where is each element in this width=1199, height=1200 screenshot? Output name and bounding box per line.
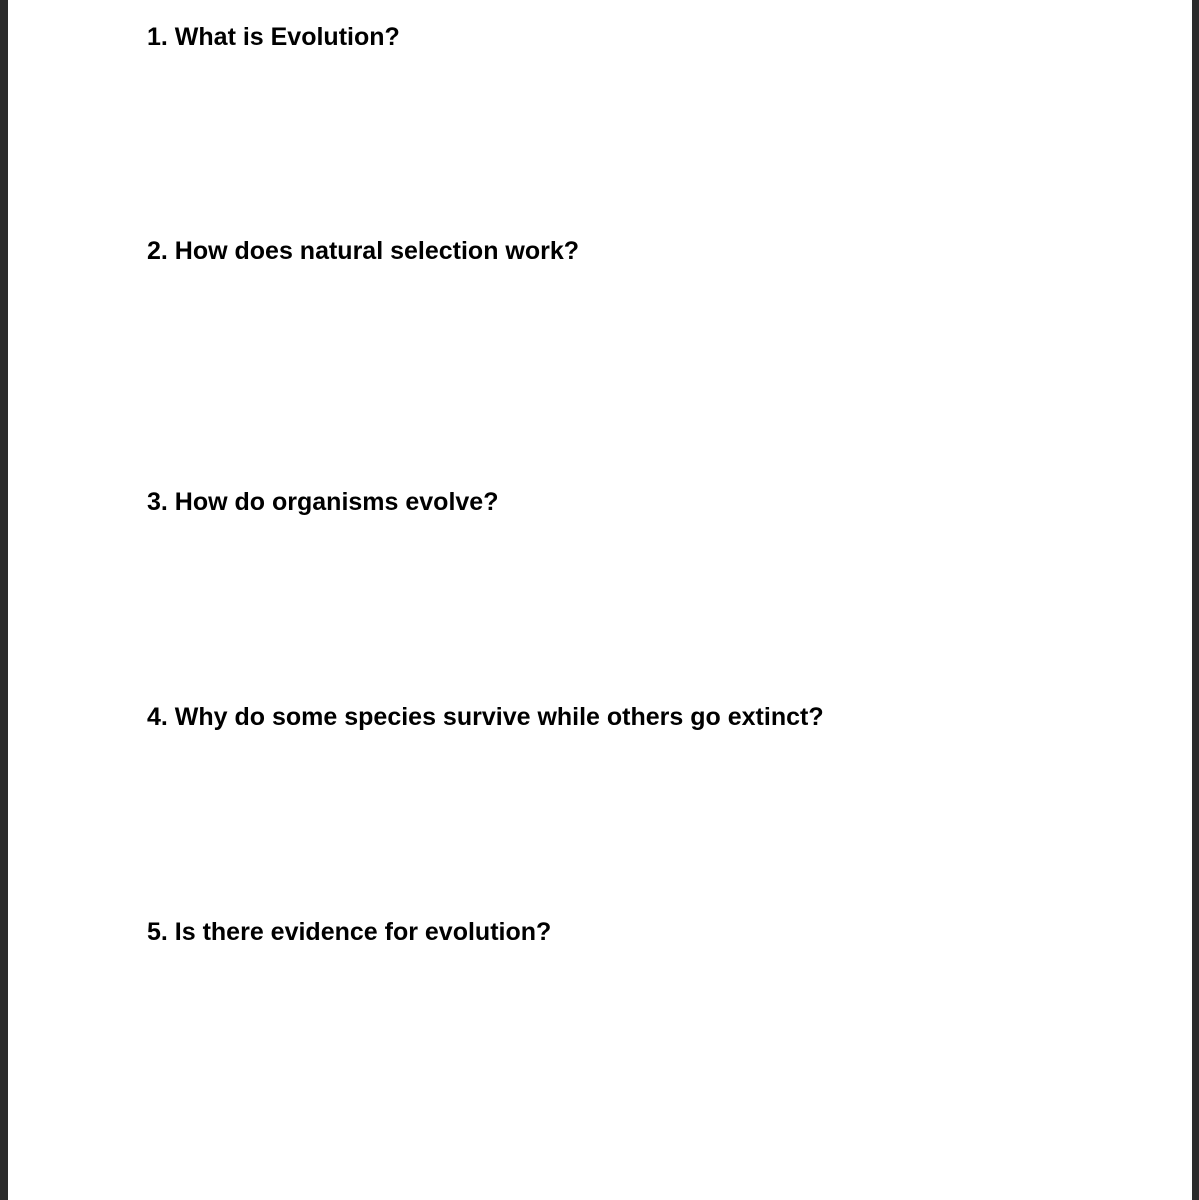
question-2: 2. How does natural selection work? [147,237,580,265]
question-1: 1. What is Evolution? [147,23,400,51]
question-5: 5. Is there evidence for evolution? [147,918,552,946]
document-page [8,0,1192,1200]
question-3: 3. How do organisms evolve? [147,488,499,516]
question-4: 4. Why do some species survive while others go extinct? [147,703,824,731]
